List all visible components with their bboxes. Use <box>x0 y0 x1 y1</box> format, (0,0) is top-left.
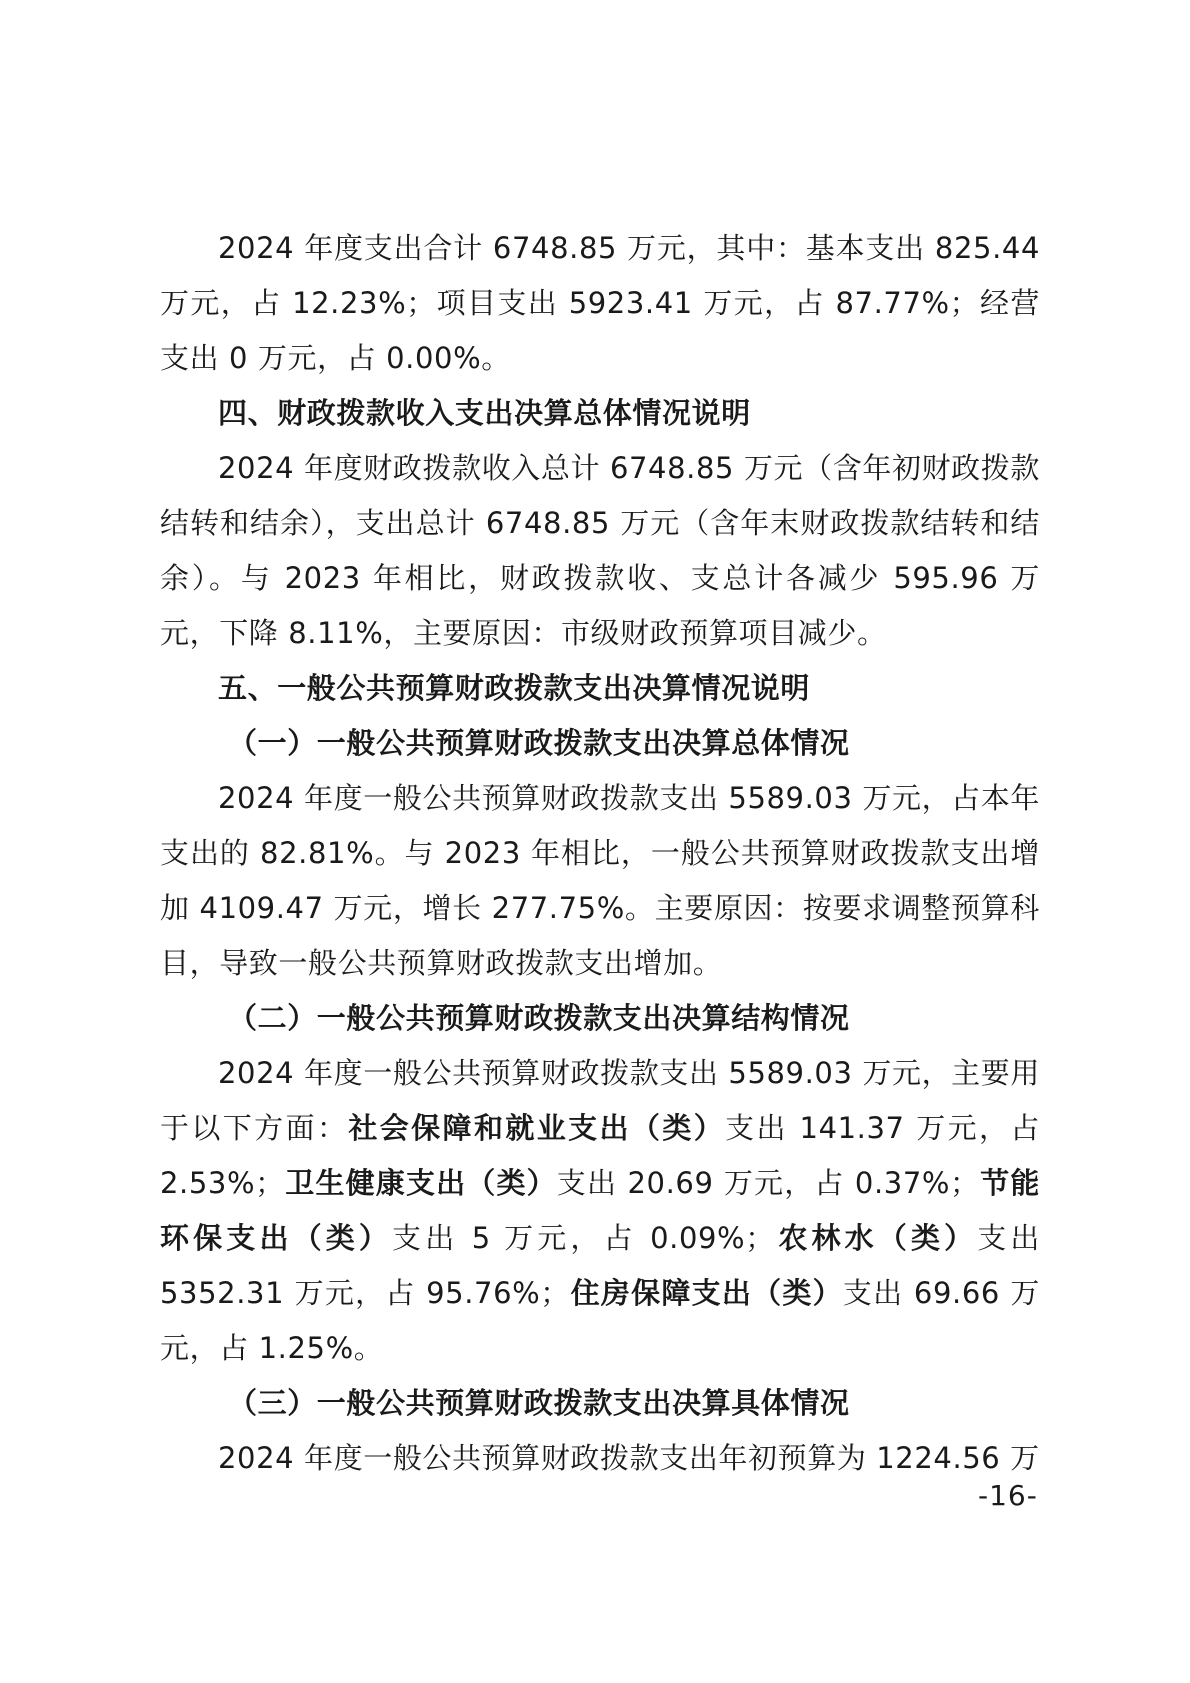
budget-detail-paragraph: 2024 年度一般公共预算财政拨款支出年初预算为 1224.56 万 <box>218 1441 1040 1475</box>
health-category: 卫生健康支出（类） <box>284 1166 557 1200</box>
health-amount: 支出 20.69 万元，占 0.37%； <box>556 1166 980 1200</box>
expense-structure-paragraph <box>160 1046 1040 1376</box>
section-five-heading: 五、一般公共预算财政拨款支出决算情况说明 <box>218 671 811 705</box>
energy-environment-category: 节能环保支出（类） <box>160 1166 1041 1255</box>
energy-environment-amount: 支出 5 万元，占 0.09%； <box>392 1221 775 1255</box>
structure-intro-text: 2024 年度一般公共预算财政拨款支出 5589.03 万元，主要用于以下方面： <box>160 1056 1040 1145</box>
social-security-category: 社会保障和就业支出（类） <box>348 1111 726 1145</box>
general-budget-total-paragraph: 2024 年度一般公共预算财政拨款支出 5589.03 万元，占本年支出的 82.81%。与 2023 年相比，一般公共预算财政拨款支出增加 4109.47 万元，增长 277.75%。主要原因：按要求调整预算科目，导致一般公共预算财政拨款支出增加。 <box>160 781 1040 980</box>
subsection-one-heading: （一）一般公共预算财政拨款支出决算总体情况 <box>228 726 850 760</box>
section-four-heading: 四、财政拨款收入支出决算总体情况说明 <box>218 396 751 430</box>
page-number: -16- <box>978 1479 1038 1512</box>
expense-total-paragraph: 2024 年度支出合计 6748.85 万元，其中：基本支出 825.44 万元，占 12.23%；项目支出 5923.41 万元，占 87.77%；经营支出 0 万元，占 0.00%。 <box>160 231 1040 375</box>
agriculture-amount: 支出 5352.31 万元，占 95.76%； <box>160 1221 1040 1310</box>
fiscal-revenue-paragraph: 2024 年度财政拨款收入总计 6748.85 万元（含年初财政拨款结转和结余），支出总计 6748.85 万元（含年末财政拨款结转和结余）。与 2023 年相比，财政拨款收、支总计各减少 595.96 万元，下降 8.11%，主要原因：市级财政预算项目减少。 <box>160 451 1040 650</box>
social-security-amount: 支出 141.37 万元，占 2.53%； <box>160 1111 1040 1200</box>
page-body <box>160 221 1040 1486</box>
subsection-three-heading: （三）一般公共预算财政拨款支出决算具体情况 <box>228 1386 850 1420</box>
housing-amount: 支出 69.66 万元，占 1.25%。 <box>160 1276 1041 1365</box>
agriculture-category: 农林水（类） <box>774 1221 978 1255</box>
subsection-two-heading: （二）一般公共预算财政拨款支出决算结构情况 <box>228 1001 850 1035</box>
housing-category: 住房保障支出（类） <box>569 1276 843 1310</box>
